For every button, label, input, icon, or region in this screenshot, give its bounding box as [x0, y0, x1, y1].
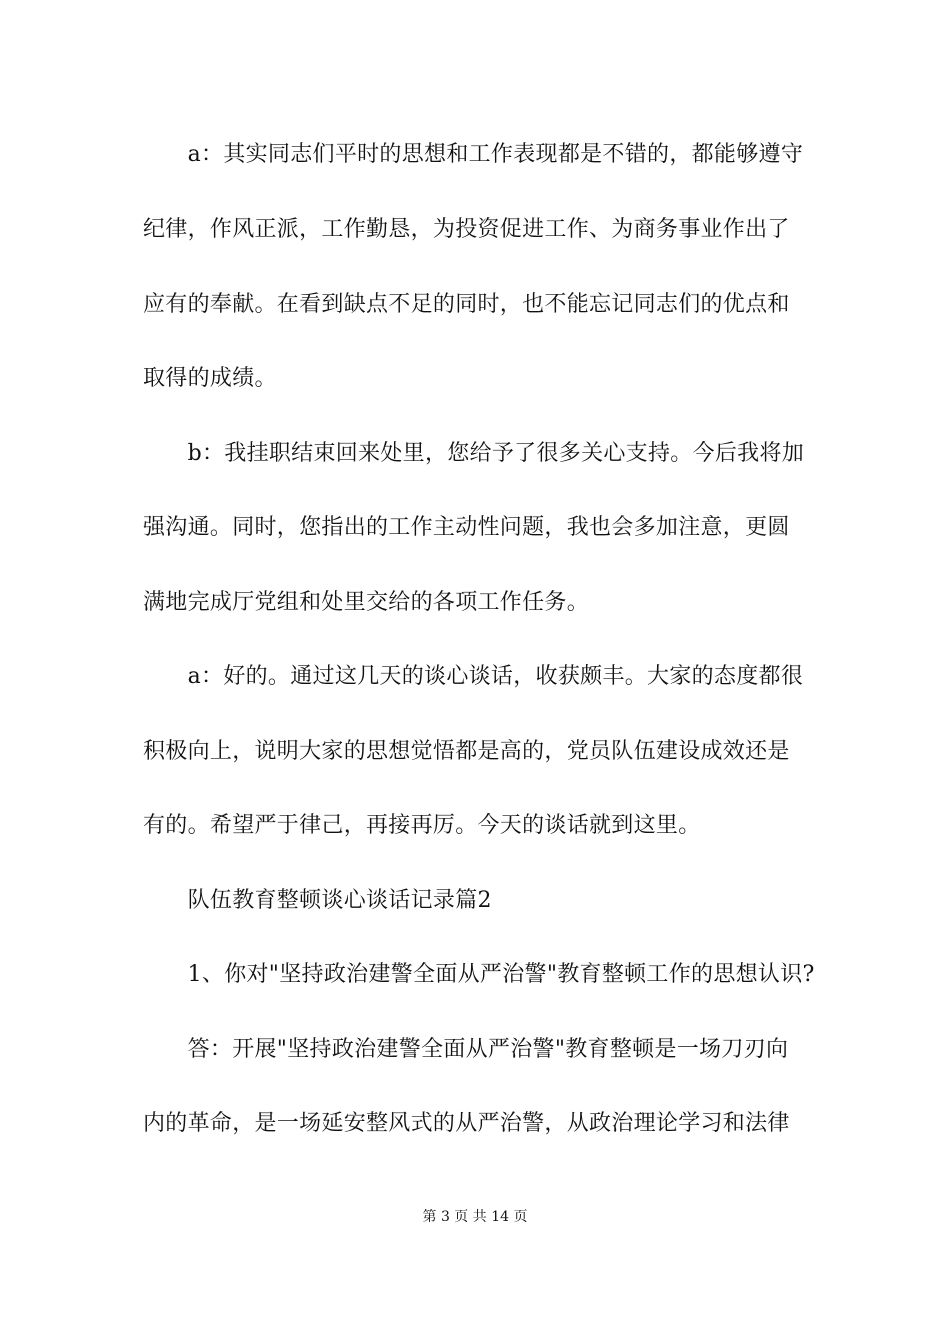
question-line: 1、你对"坚持政治建警全面从严治警"教育整顿工作的思想认识? — [143, 962, 815, 987]
body-text-line: 有的。希望严于律己，再接再厉。今天的谈话就到这里。 — [143, 813, 701, 838]
body-text-line: 积极向上，说明大家的思想觉悟都是高的，党员队伍建设成效还是 — [143, 739, 790, 764]
page-number-footer: 第 3 页 共 14 页 — [422, 1209, 528, 1225]
section-heading: 队伍教育整顿谈心谈话记录篇2 — [143, 888, 492, 913]
body-text-line: 答：开展"坚持政治建警全面从严治警"教育整顿是一场刀刃向 — [143, 1037, 789, 1062]
body-text-line: a：好的。通过这几天的谈心谈话，收获颇丰。大家的态度都很 — [143, 664, 804, 689]
body-text-line: 取得的成绩。 — [143, 366, 277, 391]
body-text-line: 应有的奉献。在看到缺点不足的同时，也不能忘记同志们的优点和 — [143, 292, 790, 317]
body-text-line: 满地完成厅党组和处里交给的各项工作任务。 — [143, 590, 590, 615]
body-text-line: 纪律，作风正派，工作勤恳，为投资促进工作、为商务事业作出了 — [143, 217, 790, 242]
body-text-line: b：我挂职结束回来处里，您给予了很多关心支持。今后我将加 — [143, 441, 805, 466]
body-text-line: 内的革命，是一场延安整风式的从严治警，从政治理论学习和法律 — [143, 1111, 790, 1136]
body-text-line: 强沟通。同时，您指出的工作主动性问题，我也会多加注意，更圆 — [143, 515, 790, 540]
body-text-line: a：其实同志们平时的思想和工作表现都是不错的，都能够遵守 — [143, 142, 804, 167]
